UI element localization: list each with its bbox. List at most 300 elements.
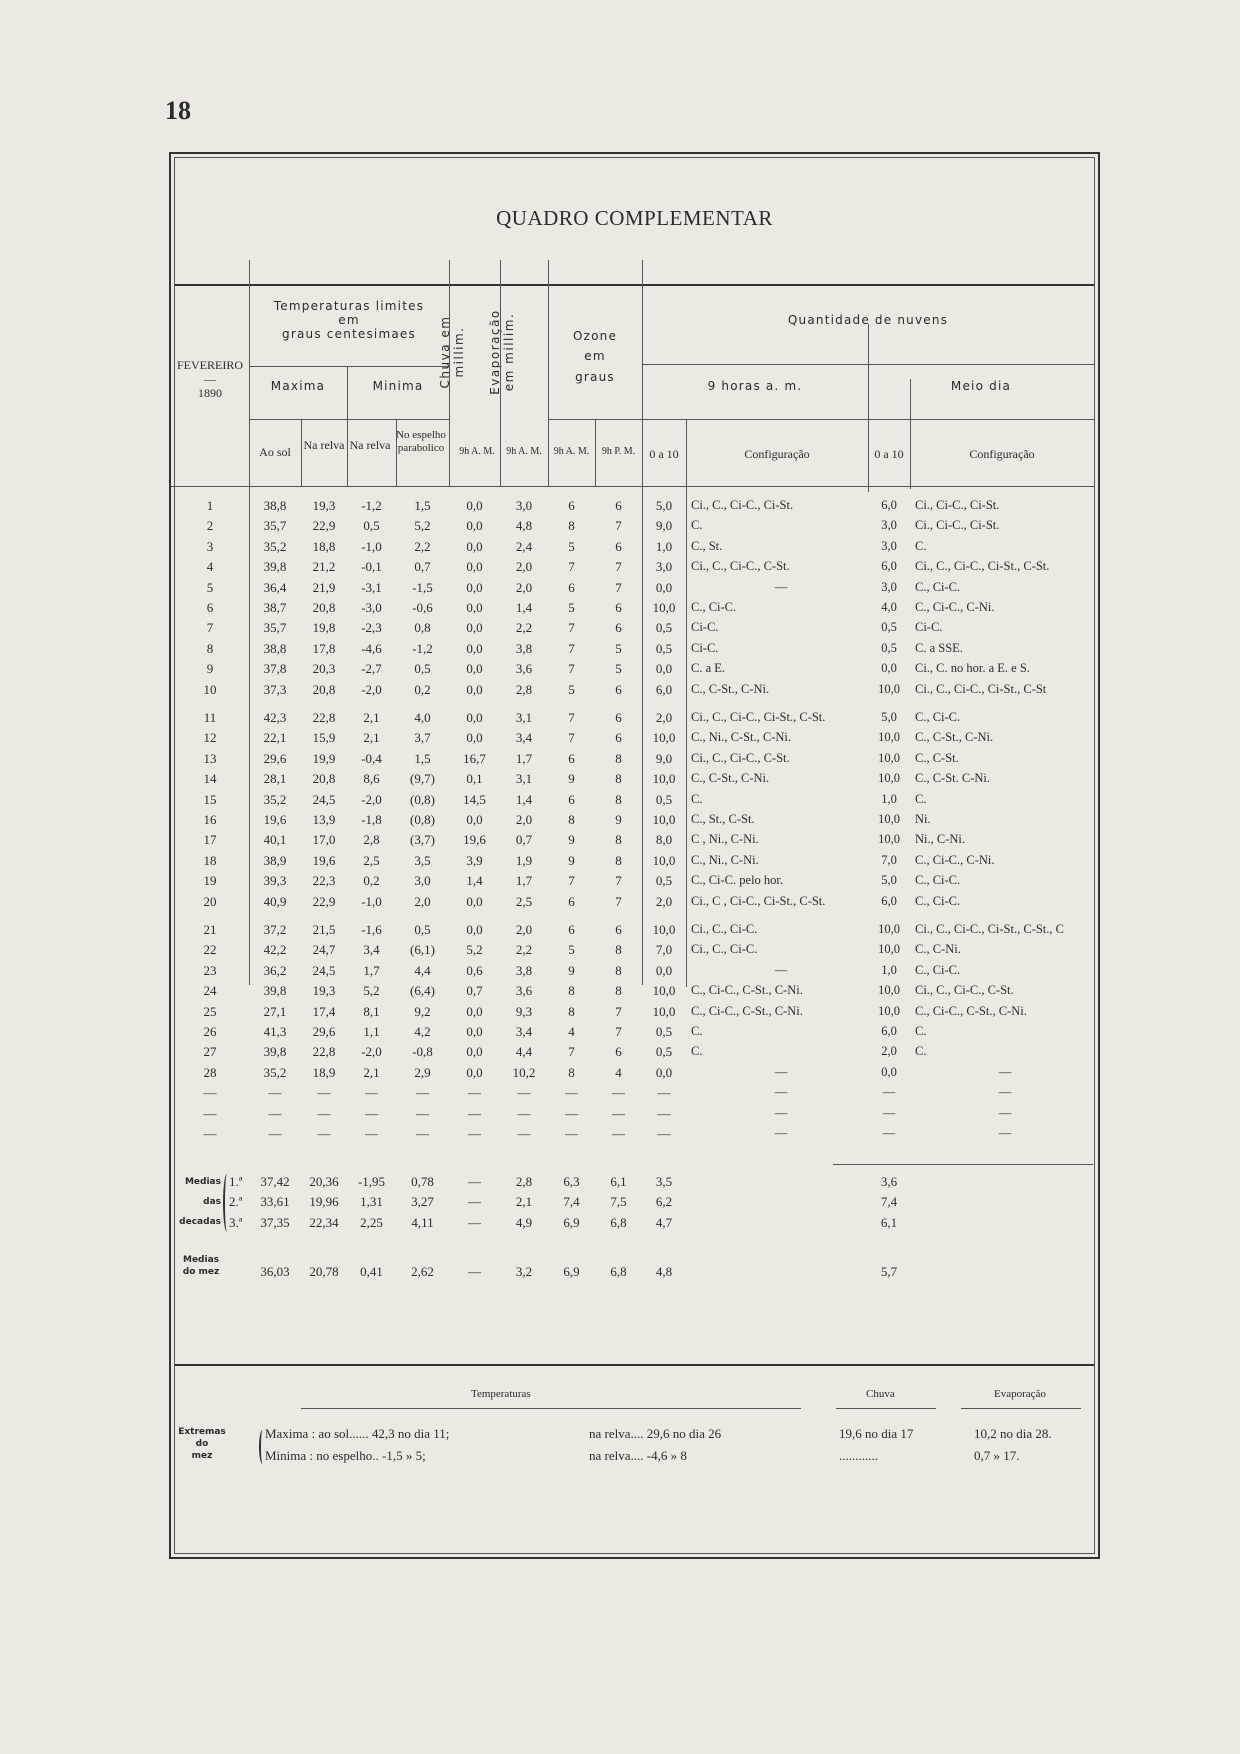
cell-config-md: Ci., C., Ci-C., C-St. bbox=[915, 983, 1014, 998]
cell-ozone-9am: 7 bbox=[568, 620, 575, 636]
cell-config-9h: Ci., C., Ci-C., C-St. bbox=[691, 750, 790, 765]
cell-na-relva-max: 21,2 bbox=[312, 559, 336, 575]
cell-nuvens-md: 3,0 bbox=[881, 538, 897, 553]
cell-nuvens-md: 0,5 bbox=[881, 640, 897, 655]
evaporacao-header: Evaporação em millim. bbox=[488, 309, 517, 395]
cell-config-md: — bbox=[998, 1105, 1012, 1120]
cell-config-md: — bbox=[998, 1064, 1012, 1079]
cell-ao-sol: 38,8 bbox=[263, 640, 287, 656]
cell-day: 11 bbox=[203, 710, 217, 725]
cell-ao-sol: 39,8 bbox=[263, 559, 287, 575]
cell-chuva: 0,0 bbox=[466, 1024, 483, 1039]
cell-na-relva-max: — bbox=[317, 1105, 331, 1121]
cell-evaporacao: 2,2 bbox=[515, 942, 533, 958]
cell-config-md: — bbox=[998, 1126, 1012, 1140]
cell-na-relva-max: 24,5 bbox=[312, 962, 336, 978]
cell-evaporacao: 2,2 bbox=[515, 620, 533, 636]
cell-day: 12 bbox=[203, 730, 217, 746]
cell-espelho: 2,2 bbox=[414, 538, 431, 554]
cell-ozone-9am: 4 bbox=[568, 1024, 575, 1039]
cell-na-relva-max: 24,7 bbox=[312, 942, 336, 958]
cell-na-relva-min: — bbox=[365, 1105, 378, 1121]
decade-cell-decada: 2.ª bbox=[229, 1194, 243, 1210]
cell-chuva: 14,5 bbox=[463, 791, 486, 807]
cell-ozone-9am: 5 bbox=[568, 681, 575, 697]
cell-chuva: 0,0 bbox=[466, 559, 483, 575]
cell-espelho: (6,4) bbox=[410, 983, 435, 999]
cell-na-relva-max: 21,9 bbox=[312, 579, 336, 595]
cell-ao-sol: 36,2 bbox=[263, 962, 287, 978]
cell-chuva: 0,0 bbox=[466, 620, 483, 636]
cell-ao-sol: 22,1 bbox=[263, 730, 287, 746]
cell-config-9h: C , Ni., C-Ni. bbox=[691, 832, 759, 847]
cell-nuvens-md: — bbox=[882, 1126, 896, 1140]
cell-config-9h: C., Ci-C., C-St., C-Ni. bbox=[691, 983, 803, 998]
cell-na-relva-max: 24,5 bbox=[312, 791, 336, 807]
extremas-evap-min: 0,7 » 17. bbox=[974, 1448, 1020, 1463]
cell-espelho: 3,7 bbox=[414, 730, 431, 746]
decade-cell-ozone-9pm: 6,1 bbox=[610, 1174, 627, 1189]
cell-ozone-9am: 5 bbox=[568, 600, 575, 615]
cell-ozone-9pm: 7 bbox=[615, 559, 622, 575]
cell-config-9h: C. a E. bbox=[691, 661, 726, 676]
cell-config-md: C. bbox=[915, 538, 927, 553]
cell-evaporacao: 1,7 bbox=[515, 873, 533, 889]
cell-day: 28 bbox=[203, 1064, 217, 1080]
cell-config-9h: C. bbox=[691, 1024, 703, 1038]
cell-espelho: — bbox=[416, 1085, 429, 1101]
cell-na-relva-max: 22,9 bbox=[312, 518, 336, 534]
chuva-9am-header: 9h A. M. bbox=[459, 446, 495, 457]
cell-ao-sol: 38,7 bbox=[263, 600, 287, 615]
extremas-temperaturas-header: Temperaturas bbox=[471, 1388, 531, 1400]
cell-ao-sol: 35,2 bbox=[263, 1064, 287, 1080]
cell-nuvens-md: 10,0 bbox=[878, 681, 900, 696]
cell-espelho: -1,5 bbox=[412, 579, 433, 595]
cell-na-relva-max: 19,6 bbox=[312, 852, 336, 868]
cell-config-md: C., Ci-C. bbox=[915, 579, 961, 594]
cell-espelho: -0,8 bbox=[412, 1044, 433, 1060]
cell-config-9h: Ci., C., Ci-C., Ci-St., C-St. bbox=[691, 710, 826, 724]
cell-config-md: Ci., C., Ci-C., Ci-St., C-St bbox=[915, 681, 1047, 696]
cell-config-9h: C., St., C-St. bbox=[691, 812, 755, 826]
cell-config-md: C., Ci-C. bbox=[915, 710, 961, 724]
cell-evaporacao: 2,4 bbox=[515, 538, 533, 554]
cell-nuvens-9h: 0,5 bbox=[655, 791, 673, 807]
cell-ozone-9am: 8 bbox=[568, 812, 575, 827]
cell-chuva: 0,0 bbox=[466, 498, 483, 513]
cell-evaporacao: — bbox=[517, 1105, 531, 1121]
cell-espelho: 4,4 bbox=[414, 962, 431, 978]
cell-espelho: — bbox=[416, 1126, 429, 1141]
chuva-header: Chuva em millim. bbox=[438, 315, 467, 389]
cell-espelho: 9,2 bbox=[414, 1003, 431, 1019]
cell-config-9h: Ci., C., Ci-C., Ci-St. bbox=[691, 498, 794, 512]
cell-ao-sol: 35,7 bbox=[263, 518, 287, 534]
cell-na-relva-min: 2,8 bbox=[363, 832, 380, 848]
decade-cell-ao-sol: 37,42 bbox=[260, 1174, 290, 1189]
cell-day: 21 bbox=[203, 922, 217, 937]
decade-cell-nuvens-md: 6,1 bbox=[880, 1214, 898, 1230]
cell-nuvens-md: 6,0 bbox=[881, 893, 897, 908]
cell-na-relva-min: -2,0 bbox=[361, 681, 382, 697]
cell-na-relva-max: 18,9 bbox=[312, 1064, 336, 1080]
cell-espelho: 1,5 bbox=[414, 750, 431, 766]
cell-config-9h: C., Ci-C. bbox=[691, 600, 737, 614]
cell-evaporacao: 3,0 bbox=[515, 498, 533, 513]
cell-na-relva-max: 21,5 bbox=[312, 922, 336, 937]
cell-nuvens-9h: 10,0 bbox=[652, 812, 676, 827]
cell-na-relva-min: -1,0 bbox=[361, 893, 382, 909]
extremas-max-temp-relva: na relva.... 29,6 no dia 26 bbox=[589, 1426, 722, 1441]
cell-ao-sol: 42,2 bbox=[263, 942, 287, 958]
cell-config-9h: C., Ni., C-Ni. bbox=[691, 852, 759, 867]
cell-config-md: Ci., C. no hor. a E. e S. bbox=[915, 661, 1030, 676]
cell-nuvens-9h: 0,5 bbox=[655, 620, 673, 636]
cell-ozone-9am: 7 bbox=[568, 1044, 575, 1060]
cell-chuva: 0,0 bbox=[466, 1064, 483, 1080]
decade-cell-nuvens-md: 7,4 bbox=[880, 1194, 898, 1210]
cell-ao-sol: 37,2 bbox=[263, 922, 287, 937]
mez-cell-nuvens-md: 5,7 bbox=[880, 1264, 898, 1279]
cell-evaporacao: — bbox=[517, 1085, 531, 1101]
cell-na-relva-max: 19,9 bbox=[312, 750, 336, 766]
cell-na-relva-min: -1,8 bbox=[361, 812, 382, 827]
cell-config-md: C., C-Ni. bbox=[915, 942, 961, 957]
cell-day: 17 bbox=[203, 832, 217, 848]
cell-day: 1 bbox=[206, 498, 214, 513]
cell-espelho: (3,7) bbox=[410, 832, 435, 848]
ao-sol-header: Ao sol bbox=[259, 445, 291, 459]
cell-espelho: 0,5 bbox=[414, 661, 431, 677]
cell-ozone-9pm: 6 bbox=[615, 922, 622, 937]
cell-day: 13 bbox=[203, 750, 217, 766]
cell-nuvens-md: 6,0 bbox=[881, 498, 897, 512]
cell-chuva: 5,2 bbox=[466, 942, 483, 958]
cell-nuvens-9h: — bbox=[657, 1126, 671, 1141]
cell-ozone-9am: 5 bbox=[568, 538, 575, 554]
cell-espelho: (0,8) bbox=[410, 812, 435, 827]
cell-na-relva-max: 13,9 bbox=[312, 812, 336, 827]
cell-nuvens-9h: 10,0 bbox=[652, 1003, 676, 1019]
cell-config-md: Ci., C., Ci-C., Ci-St., C-St., C bbox=[915, 922, 1064, 936]
cell-ozone-9pm: 8 bbox=[615, 750, 622, 766]
cell-chuva: — bbox=[468, 1126, 481, 1141]
cell-ao-sol: 35,2 bbox=[263, 791, 287, 807]
cell-na-relva-max: 20,3 bbox=[312, 661, 336, 677]
cell-evaporacao: 4,8 bbox=[515, 518, 533, 534]
cell-nuvens-9h: 2,0 bbox=[655, 893, 673, 909]
decade-cell-espelho: 4,11 bbox=[411, 1214, 434, 1230]
cell-config-md: C., Ci-C., C-St., C-Ni. bbox=[915, 1003, 1027, 1018]
cell-config-md: Ci., Ci-C., Ci-St. bbox=[915, 518, 1000, 533]
cell-chuva: 3,9 bbox=[466, 852, 483, 868]
cell-nuvens-md: 6,0 bbox=[881, 559, 897, 574]
cell-ozone-9pm: 6 bbox=[615, 600, 622, 615]
cell-ozone-9am: 7 bbox=[568, 873, 575, 889]
cell-nuvens-9h: 0,5 bbox=[655, 640, 673, 656]
cell-config-9h: Ci-C. bbox=[691, 640, 719, 655]
cell-evaporacao: — bbox=[517, 1126, 531, 1141]
cell-nuvens-md: 5,0 bbox=[881, 873, 897, 888]
mez-cell-na-relva-max: 20,78 bbox=[309, 1264, 339, 1279]
cell-day: 20 bbox=[203, 893, 217, 909]
cell-ozone-9am: 6 bbox=[568, 791, 575, 807]
cell-ao-sol: 39,8 bbox=[263, 1044, 287, 1060]
mez-cell-ozone-9am: 6,9 bbox=[563, 1264, 580, 1279]
cell-config-md: C., Ci-C., C-Ni. bbox=[915, 852, 995, 867]
decade-cell-espelho: 3,27 bbox=[411, 1194, 434, 1210]
cell-nuvens-md: 10,0 bbox=[878, 771, 900, 786]
cell-na-relva-max: 18,8 bbox=[312, 538, 336, 554]
mez-cell-nuvens-9h: 4,8 bbox=[655, 1264, 673, 1279]
cell-config-md: C., Ci-C. bbox=[915, 873, 961, 888]
extremas-chuva-min: ............ bbox=[839, 1448, 878, 1463]
decade-cell-na-relva-min: -1,95 bbox=[357, 1174, 386, 1189]
cell-config-9h: C. bbox=[691, 1044, 703, 1059]
cell-ozone-9pm: 6 bbox=[615, 1044, 622, 1060]
cell-ozone-9am: 8 bbox=[568, 983, 575, 999]
decade-cell-espelho: 0,78 bbox=[411, 1174, 434, 1189]
cell-chuva: 16,7 bbox=[463, 750, 486, 766]
cell-na-relva-min: 2,1 bbox=[363, 710, 380, 725]
cell-nuvens-9h: 10,0 bbox=[652, 600, 676, 615]
cell-espelho: -0,6 bbox=[412, 600, 433, 615]
cell-config-md: Ci., Ci-C., Ci-St. bbox=[915, 498, 1000, 512]
cell-espelho: 4,2 bbox=[414, 1024, 431, 1039]
cell-config-9h: — bbox=[774, 579, 788, 594]
cell-nuvens-9h: 10,0 bbox=[652, 852, 676, 868]
cell-na-relva-min: 8,6 bbox=[363, 771, 380, 787]
cell-na-relva-max: 19,3 bbox=[312, 498, 336, 513]
cell-na-relva-max: 29,6 bbox=[312, 1024, 336, 1039]
cell-na-relva-min: 0,5 bbox=[363, 518, 380, 534]
mez-cell-espelho: 2,62 bbox=[411, 1264, 434, 1279]
decade-cell-nuvens-md: 3,6 bbox=[880, 1174, 898, 1189]
cell-config-9h: — bbox=[774, 1126, 788, 1140]
cell-ozone-9pm: 5 bbox=[615, 661, 622, 677]
cell-ozone-9am: 9 bbox=[568, 962, 575, 978]
cell-na-relva-min: -2,0 bbox=[361, 1044, 382, 1060]
cell-nuvens-md: 10,0 bbox=[878, 750, 900, 765]
cell-na-relva-min: 3,4 bbox=[363, 942, 380, 958]
cell-nuvens-9h: 0,5 bbox=[655, 1044, 673, 1060]
cell-ao-sol: 42,3 bbox=[263, 710, 287, 725]
cell-na-relva-min: 0,2 bbox=[363, 873, 380, 889]
cell-na-relva-min: -0,1 bbox=[361, 559, 382, 575]
cell-evaporacao: 3,6 bbox=[515, 983, 533, 999]
cell-nuvens-md: 5,0 bbox=[881, 710, 897, 724]
decade-cell-na-relva-min: 2,25 bbox=[360, 1214, 383, 1230]
cell-ao-sol: 19,6 bbox=[263, 812, 287, 827]
cell-espelho: — bbox=[416, 1105, 429, 1121]
cell-na-relva-max: 19,3 bbox=[312, 983, 336, 999]
cell-chuva: 0,7 bbox=[466, 983, 483, 999]
decade-cell-chuva: — bbox=[468, 1194, 481, 1210]
temp-group-header: Temperaturas limites em graus centesimaes bbox=[273, 299, 425, 341]
cell-na-relva-max: — bbox=[317, 1085, 331, 1101]
cell-ozone-9am: 8 bbox=[568, 518, 575, 534]
cell-espelho: 0,7 bbox=[414, 559, 431, 575]
decade-cell-na-relva-max: 20,36 bbox=[309, 1174, 339, 1189]
cell-config-9h: Ci., C , Ci-C., Ci-St., C-St. bbox=[691, 893, 826, 908]
cell-nuvens-9h: 7,0 bbox=[655, 942, 673, 958]
cell-na-relva-min: -0,4 bbox=[361, 750, 382, 766]
cell-day: 18 bbox=[203, 852, 217, 868]
decade-cell-ozone-9am: 7,4 bbox=[563, 1194, 580, 1210]
cell-nuvens-9h: 5,0 bbox=[655, 498, 673, 513]
cell-na-relva-max: 22,8 bbox=[312, 710, 336, 725]
cell-config-9h: C., Ci-C., C-St., C-Ni. bbox=[691, 1003, 803, 1018]
decade-cell-na-relva-min: 1,31 bbox=[360, 1194, 383, 1210]
cell-evaporacao: 2,0 bbox=[515, 579, 533, 595]
cell-na-relva-min: -3,0 bbox=[361, 600, 382, 615]
cell-nuvens-md: 0,0 bbox=[881, 1064, 897, 1079]
extremas-chuva-header: Chuva bbox=[866, 1388, 895, 1400]
cell-ozone-9am: 6 bbox=[568, 750, 575, 766]
cell-chuva: 0,0 bbox=[466, 681, 483, 697]
cell-na-relva-max: 22,3 bbox=[312, 873, 336, 889]
cell-chuva: — bbox=[468, 1085, 481, 1101]
extremas-max-temp-sol: Maxima : ao sol...... 42,3 no dia 11; bbox=[265, 1426, 450, 1441]
cell-nuvens-md: 10,0 bbox=[878, 812, 900, 826]
cell-day: 14 bbox=[203, 771, 217, 787]
mez-cell-ao-sol: 36,03 bbox=[260, 1264, 290, 1279]
cell-ozone-9pm: 8 bbox=[615, 942, 622, 958]
cell-na-relva-min: -1,0 bbox=[361, 538, 382, 554]
nuvens-9h-config-header: Configuração bbox=[744, 447, 810, 461]
cell-config-9h: C., St. bbox=[691, 538, 723, 553]
cell-config-md: C. a SSE. bbox=[915, 640, 963, 655]
cell-config-9h: — bbox=[774, 1064, 788, 1079]
cell-na-relva-min: — bbox=[365, 1126, 378, 1141]
cell-nuvens-9h: 10,0 bbox=[652, 771, 676, 787]
cell-ozone-9am: 8 bbox=[568, 1064, 575, 1080]
cell-day: — bbox=[203, 1085, 217, 1101]
decade-cell-evaporacao: 2,8 bbox=[515, 1174, 533, 1189]
cell-nuvens-9h: 8,0 bbox=[655, 832, 673, 848]
cell-evaporacao: 1,7 bbox=[515, 750, 533, 766]
cell-day: 16 bbox=[203, 812, 217, 827]
cell-chuva: 1,4 bbox=[466, 873, 483, 889]
cell-ao-sol: 40,1 bbox=[263, 832, 287, 848]
na-relva-max-header: Na relva bbox=[303, 438, 345, 452]
decade-cell-nuvens-9h: 3,5 bbox=[655, 1174, 673, 1189]
cell-ozone-9pm: 6 bbox=[615, 620, 622, 636]
title-divider bbox=[175, 284, 1094, 286]
cell-nuvens-md: — bbox=[882, 1105, 896, 1120]
cell-espelho: 3,0 bbox=[414, 873, 431, 889]
cell-config-9h: C. bbox=[691, 518, 703, 533]
decade-cell-chuva: — bbox=[468, 1174, 481, 1189]
cell-chuva: — bbox=[468, 1105, 481, 1121]
cell-ao-sol: — bbox=[268, 1105, 282, 1121]
cell-config-9h: C., Ni., C-St., C-Ni. bbox=[691, 730, 792, 745]
cell-config-md: C., C-St. bbox=[915, 750, 959, 765]
cell-ao-sol: — bbox=[268, 1126, 282, 1141]
cell-chuva: 0,1 bbox=[466, 771, 483, 787]
nuvens-md-config-header: Configuração bbox=[969, 447, 1035, 461]
cell-ozone-9pm: 9 bbox=[615, 812, 622, 827]
cell-ozone-9am: 6 bbox=[568, 893, 575, 909]
cell-espelho: 2,0 bbox=[414, 893, 431, 909]
cell-ozone-9pm: 5 bbox=[615, 640, 622, 656]
decade-cell-evaporacao: 4,9 bbox=[515, 1214, 533, 1230]
cell-evaporacao: 3,1 bbox=[515, 710, 533, 725]
cell-config-9h: — bbox=[774, 1105, 788, 1120]
decade-cell-na-relva-max: 22,34 bbox=[309, 1214, 339, 1230]
cell-ozone-9pm: 7 bbox=[615, 579, 622, 595]
cell-nuvens-9h: 2,0 bbox=[655, 710, 673, 725]
cell-evaporacao: 3,8 bbox=[515, 640, 533, 656]
cell-evaporacao: 2,8 bbox=[515, 681, 533, 697]
cell-nuvens-md: 10,0 bbox=[878, 922, 900, 936]
cell-espelho: 0,8 bbox=[414, 620, 431, 636]
cell-na-relva-min: -2,3 bbox=[361, 620, 382, 636]
cell-config-9h: C., Ci-C. pelo hor. bbox=[691, 873, 784, 888]
cell-ozone-9pm: 8 bbox=[615, 962, 622, 978]
cell-na-relva-min: 2,1 bbox=[363, 1064, 380, 1080]
cell-espelho: (6,1) bbox=[410, 942, 435, 958]
na-relva-min-header: Na relva bbox=[349, 438, 391, 452]
cell-evaporacao: 3,6 bbox=[515, 661, 533, 677]
cell-ozone-9pm: 8 bbox=[615, 852, 622, 868]
decade-cell-chuva: — bbox=[468, 1214, 481, 1230]
cell-ozone-9am: 5 bbox=[568, 942, 575, 958]
cell-ozone-9pm: 7 bbox=[615, 518, 622, 534]
cell-chuva: 0,0 bbox=[466, 518, 483, 534]
cell-nuvens-9h: 0,0 bbox=[655, 962, 673, 978]
cell-config-9h: — bbox=[774, 962, 788, 977]
cell-config-md: — bbox=[998, 1085, 1012, 1100]
cell-na-relva-min: -1,6 bbox=[361, 922, 382, 937]
cell-ozone-9pm: 7 bbox=[615, 1003, 622, 1019]
cell-evaporacao: 2,5 bbox=[515, 893, 533, 909]
cell-ao-sol: 37,3 bbox=[263, 681, 287, 697]
cell-espelho: 3,5 bbox=[414, 852, 431, 868]
cell-ozone-9pm: 6 bbox=[615, 710, 622, 725]
nuvens-header: Quantidade de nuvens bbox=[787, 313, 949, 327]
cell-ozone-9pm: 7 bbox=[615, 1024, 622, 1039]
cell-ao-sol: 40,9 bbox=[263, 893, 287, 909]
cell-ozone-9pm: — bbox=[612, 1085, 625, 1101]
cell-ao-sol: 27,1 bbox=[263, 1003, 287, 1019]
cell-day: 6 bbox=[206, 600, 214, 615]
cell-nuvens-9h: — bbox=[657, 1105, 671, 1121]
cell-evaporacao: 1,9 bbox=[515, 852, 533, 868]
cell-evaporacao: 3,8 bbox=[515, 962, 533, 978]
cell-nuvens-md: — bbox=[882, 1085, 896, 1100]
cell-na-relva-min: 2,5 bbox=[363, 852, 380, 868]
cell-ozone-9pm: 8 bbox=[615, 832, 622, 848]
extremas-label: Extremas do mez bbox=[178, 1427, 226, 1461]
cell-chuva: 0,0 bbox=[466, 579, 483, 595]
decade-cell-ao-sol: 37,35 bbox=[260, 1214, 290, 1230]
cell-config-9h: Ci-C. bbox=[691, 620, 719, 635]
cell-evaporacao: 4,4 bbox=[515, 1044, 533, 1060]
cell-chuva: 0,0 bbox=[466, 893, 483, 909]
decade-cell-ozone-9pm: 6,8 bbox=[610, 1214, 627, 1230]
cell-config-md: C., Ci-C. bbox=[915, 893, 961, 908]
cell-ozone-9pm: 4 bbox=[615, 1064, 622, 1080]
cell-na-relva-min: -4,6 bbox=[361, 640, 382, 656]
meio-dia-header: Meio dia bbox=[950, 379, 1012, 393]
cell-ozone-9pm: — bbox=[612, 1105, 625, 1121]
cell-nuvens-9h: 1,0 bbox=[655, 538, 673, 554]
cell-na-relva-max: 19,8 bbox=[312, 620, 336, 636]
cell-config-md: Ni. bbox=[915, 812, 931, 826]
cell-nuvens-md: 2,0 bbox=[881, 1044, 897, 1059]
